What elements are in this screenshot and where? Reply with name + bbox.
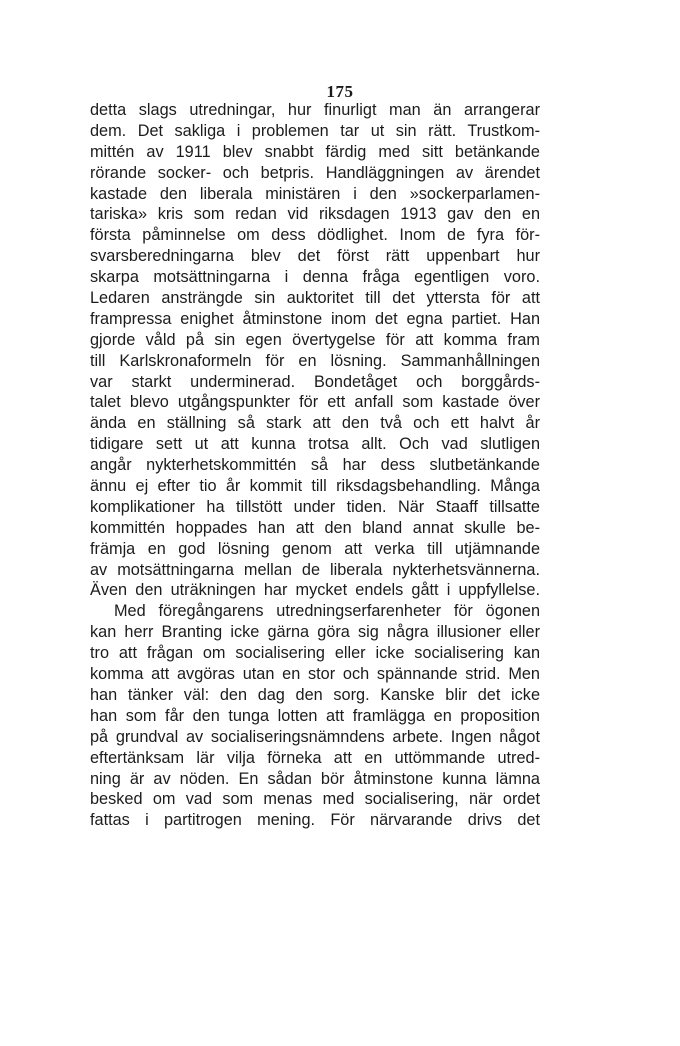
text-line: fattas i partitrogen mening. För närvarande drivs det [90,811,540,830]
text-line: eftertänksam lär vilja förneka att en uttömmande utred- [90,748,540,767]
text-line: Med föregångarens utredningserfarenheter för ögonen [114,602,540,621]
text-line: var starkt underminerad. Bondetåget och borggårds- [90,372,540,391]
text-line: komplikationer ha tillstött under tiden. När Staaff tillsatte [90,497,540,516]
text-line: kastade den liberala ministären i den »sockerparlamen- [90,184,540,203]
text-line: han som får den tunga lotten att framlägga en proposition [90,706,540,725]
text-line: Även den uträkningen har mycket endels gått i uppfyllelse. [90,581,540,600]
text-line: tidigare sett ut att kunna trotsa allt. Och vad slutligen [90,435,540,454]
text-line: rörande socker- och betpris. Handläggningen av ärendet [90,163,540,182]
text-line: tariska» kris som redan vid riksdagen 1913 gav den en [90,205,540,224]
text-line: han tänker väl: den dag den sorg. Kanske blir det icke [90,685,540,704]
text-line: på grundval av socialiseringsnämndens arbete. Ingen något [90,727,540,746]
text-line: angår nykterhetskommittén så har dess slutbetänkande [90,456,540,475]
text-line: dem. Det sakliga i problemen tar ut sin rätt. Trustkom- [90,121,540,140]
text-line: svarsberedningarna blev det först rätt uppenbart hur [90,247,540,266]
text-line: ända en ställning så stark att den två och ett halvt år [90,414,540,433]
text-line: Ledaren ansträngde sin auktoritet till det yttersta för att [90,289,540,308]
text-line: besked om vad som menas med socialisering, när ordet [90,790,540,809]
text-line: talet blevo utgångspunkter för ett anfall som kastade över [90,393,540,412]
text-line: ning är av nöden. En sådan bör åtminstone kunna lämna [90,769,540,788]
text-line: av motsättningarna mellan de liberala nykterhetsvännerna. [90,560,540,579]
text-line: tro att frågan om socialisering eller icke socialisering kan [90,644,540,663]
text-line: kan herr Branting icke gärna göra sig några illusioner eller [90,623,540,642]
text-line: främja en god lösning genom att verka till utjämnande [90,539,540,558]
text-line: skarpa motsättningarna i denna fråga egentligen voro. [90,268,540,287]
page-number: 175 [326,82,354,101]
text-line: frampressa enighet åtminstone inom det egna partiet. Han [90,309,540,328]
text-line: ännu ej efter tio år kommit till riksdagsbehandling. Många [90,477,540,496]
text-line: mittén av 1911 blev snabbt färdig med sitt betänkande [90,142,540,161]
body-text [90,100,540,831]
text-line: första påminnelse om dess dödlighet. Inom de fyra för- [90,226,540,245]
text-line: gjorde våld på sin egen övertygelse för att komma fram [90,330,540,349]
text-line: till Karlskronaformeln för en lösning. Sammanhållningen [90,351,540,370]
text-line: kommittén hoppades han att den bland annat skulle be- [90,518,540,537]
text-line: detta slags utredningar, hur finurligt man än arrangerar [90,101,540,119]
text-line: komma att avgöras utan en stor och spännande strid. Men [90,665,540,684]
